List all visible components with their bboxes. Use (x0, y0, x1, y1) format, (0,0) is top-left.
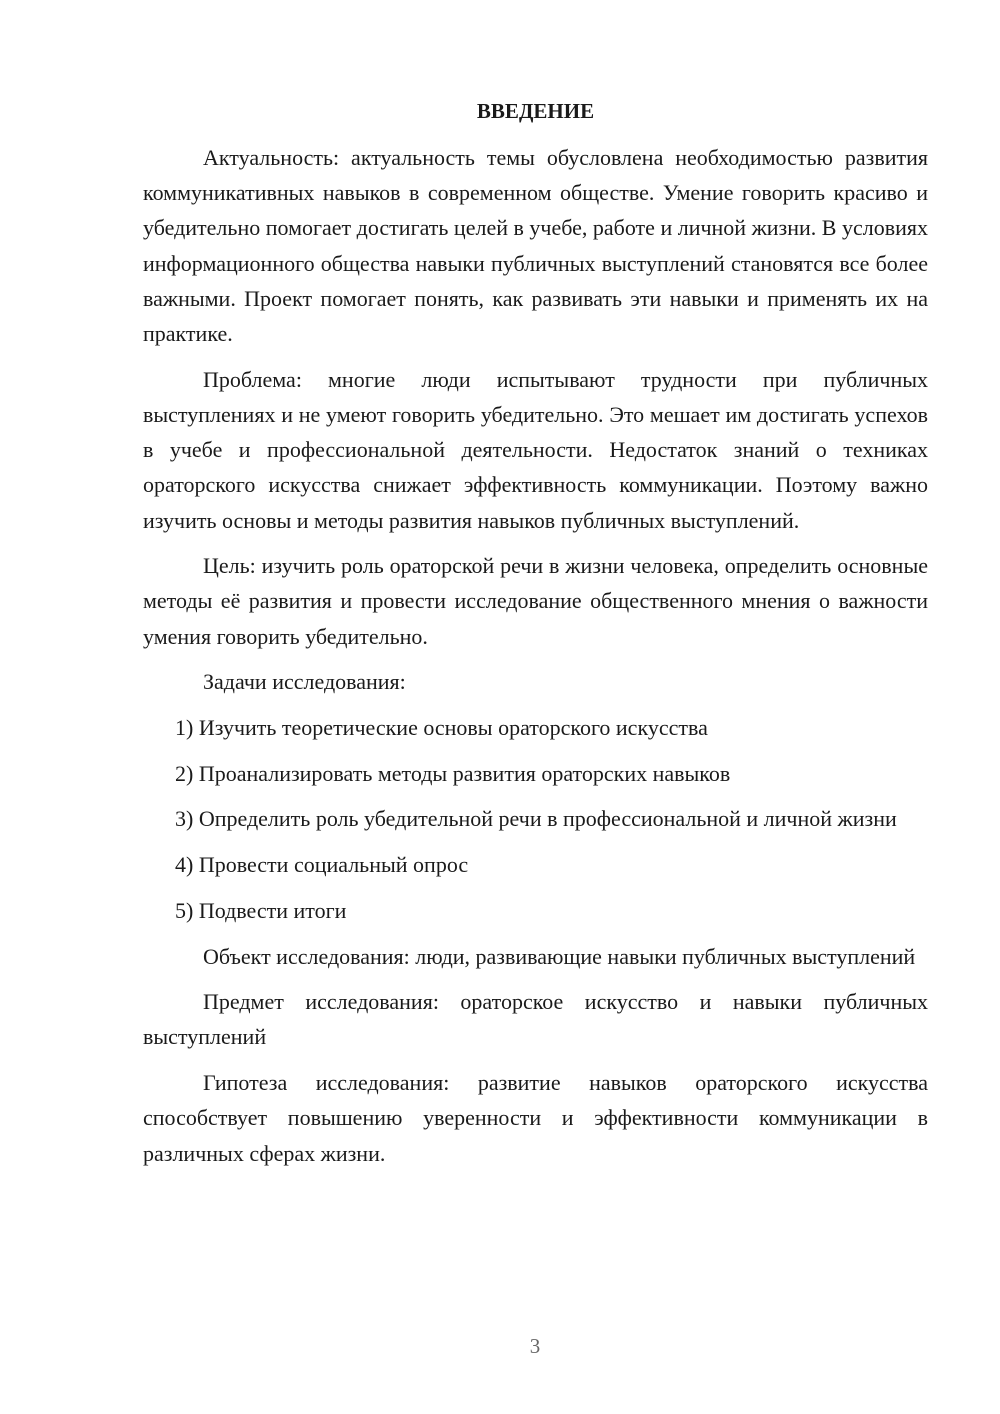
page-number: 3 (529, 1334, 541, 1358)
task-item-3: 3) Определить роль убедительной речи в профессиональной и личной жизни (175, 806, 897, 832)
task-item-1: 1) Изучить теоретические основы ораторского искусства (175, 715, 708, 741)
subject-paragraph: Предмет исследования: ораторское искусство и навыки публичных выступлений (143, 989, 928, 1050)
problem-paragraph: Проблема: многие люди испытывают трудности при публичных выступлениях и не умеют говорить убедительно. Это мешает им достигать успехов в учебе и профессиональной деятельности. Недостаток знаний о техниках ораторского искусства снижает эффективность коммуникации. Поэтому важно изучить основы и методы развития навыков публичных выступлений. (143, 366, 928, 533)
task-item-2: 2) Проанализировать методы развития ораторских навыков (175, 760, 731, 786)
task-item-4: 4) Провести социальный опрос (175, 852, 469, 878)
hypothesis-paragraph: Гипотеза исследования: развитие навыков ораторского искусства способствует повышению уверенности и эффективности коммуникации в различных сферах жизни. (143, 1070, 928, 1166)
goal-paragraph: Цель: изучить роль ораторской речи в жизни человека, определить основные методы её развития и провести исследование общественного мнения о важности умения говорить убедительно. (143, 553, 928, 649)
page-title: ВВЕДЕНИЕ (476, 99, 595, 123)
relevance-paragraph: Актуальность: актуальность темы обусловлена необходимостью развития коммуникативных навыков в современном обществе. Умение говорить красиво и убедительно помогает достигать целей в учебе, работе и личной жизни. В условиях информационного общества навыки публичных выступлений становятся все более важными. Проект помогает понять, как развивать эти навыки и применять их на практике. (143, 145, 928, 347)
task-item-5: 5) Подвести итоги (175, 897, 347, 923)
tasks-heading: Задачи исследования: (203, 669, 406, 695)
document-page (143, 96, 928, 1181)
object-paragraph: Объект исследования: люди, развивающие навыки публичных выступлений (203, 943, 916, 969)
